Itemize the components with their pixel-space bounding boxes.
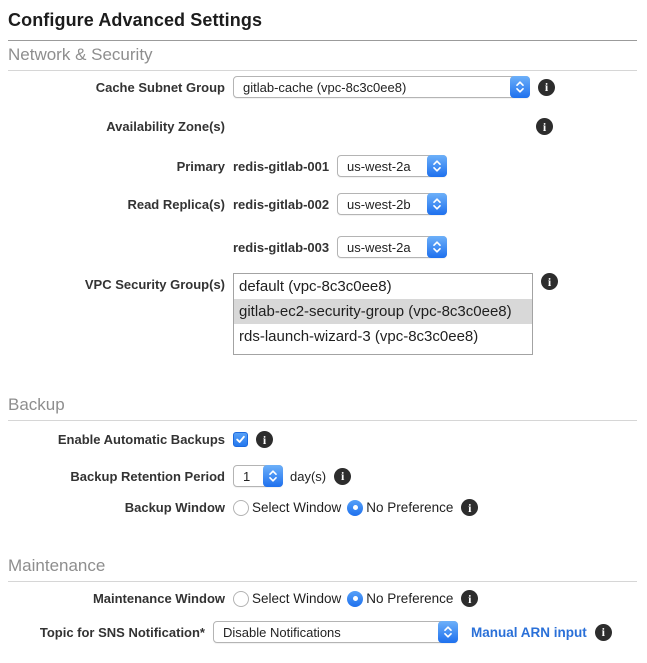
replica-node-name: redis-gitlab-002 — [233, 196, 330, 212]
backup-window-row — [8, 499, 637, 516]
cache-subnet-group-value: gitlab-cache (vpc-8c3c0ee8) — [243, 79, 407, 95]
listbox-option-selected[interactable]: gitlab-ec2-security-group (vpc-8c3c0ee8) — [234, 299, 532, 324]
backup-retention-period-select[interactable] — [233, 465, 283, 487]
info-icon[interactable] — [256, 431, 273, 448]
select-stepper-icon — [427, 236, 447, 258]
radio-option-label: No Preference — [366, 500, 454, 515]
primary-node-name: redis-gitlab-001 — [233, 158, 330, 174]
info-icon[interactable] — [334, 468, 351, 485]
sns-topic-select[interactable] — [213, 621, 458, 643]
availability-zones-label: Availability Zone(s) — [106, 119, 225, 134]
select-stepper-icon — [427, 155, 447, 177]
radio-selected-icon[interactable] — [347, 500, 363, 516]
backup-retention-period-value: 1 — [243, 468, 251, 484]
replica-zone-value: us-west-2a — [347, 239, 411, 255]
maintenance-window-label: Maintenance Window — [92, 591, 225, 606]
sns-topic-label: Topic for SNS Notification* — [39, 624, 205, 640]
primary-zone-select[interactable] — [337, 155, 447, 177]
primary-node-row — [8, 155, 637, 177]
read-replica-row-1 — [8, 193, 637, 215]
retention-unit-label: day(s) — [290, 468, 327, 484]
replica-zone-value: us-west-2b — [347, 196, 411, 212]
sns-topic-row — [8, 621, 637, 643]
maintenance-window-no-preference-option[interactable] — [347, 591, 453, 607]
radio-selected-icon[interactable] — [347, 591, 363, 607]
replica-zone-select[interactable] — [337, 193, 447, 215]
vpc-security-groups-listbox[interactable] — [233, 273, 533, 355]
select-stepper-icon — [427, 193, 447, 215]
enable-automatic-backups-row — [8, 431, 637, 448]
select-stepper-icon — [438, 621, 458, 643]
enable-automatic-backups-checkbox[interactable] — [233, 432, 248, 447]
radio-option-label: No Preference — [366, 591, 454, 606]
backup-window-label: Backup Window — [124, 500, 225, 515]
manual-arn-input-link[interactable]: Manual ARN input — [471, 624, 587, 640]
check-icon — [235, 434, 246, 445]
maintenance-window-row — [8, 590, 637, 607]
primary-label: Primary — [176, 158, 225, 174]
backup-window-no-preference-option[interactable] — [347, 500, 453, 516]
backup-retention-period-row — [8, 465, 637, 487]
enable-automatic-backups-label: Enable Automatic Backups — [57, 432, 225, 447]
info-icon[interactable] — [538, 79, 555, 96]
vpc-security-groups-label: VPC Security Group(s) — [84, 277, 225, 292]
info-icon[interactable] — [595, 624, 612, 641]
radio-option-label: Select Window — [252, 591, 342, 606]
page-title: Configure Advanced Settings — [8, 10, 263, 30]
cache-subnet-group-select[interactable] — [233, 76, 530, 98]
section-heading-maintenance: Maintenance — [8, 556, 637, 582]
info-icon[interactable] — [461, 499, 478, 516]
backup-retention-period-label: Backup Retention Period — [70, 468, 225, 484]
maintenance-window-select-window-option[interactable] — [233, 591, 341, 607]
read-replicas-label: Read Replica(s) — [127, 196, 225, 212]
info-icon[interactable] — [461, 590, 478, 607]
radio-unselected-icon[interactable] — [233, 500, 249, 516]
maintenance-window-radio-group — [233, 591, 453, 607]
read-replica-row-2 — [8, 236, 637, 258]
primary-zone-value: us-west-2a — [347, 158, 411, 174]
replica-zone-select[interactable] — [337, 236, 447, 258]
radio-option-label: Select Window — [252, 500, 342, 515]
backup-window-radio-group — [233, 500, 453, 516]
sns-topic-value: Disable Notifications — [223, 624, 341, 640]
section-heading-network-security: Network & Security — [8, 45, 637, 71]
info-icon[interactable] — [536, 118, 553, 135]
cache-subnet-group-row — [8, 76, 637, 98]
radio-unselected-icon[interactable] — [233, 591, 249, 607]
section-heading-backup: Backup — [8, 395, 637, 421]
backup-window-select-window-option[interactable] — [233, 500, 341, 516]
select-stepper-icon — [263, 465, 283, 487]
listbox-option[interactable]: default (vpc-8c3c0ee8) — [239, 278, 392, 295]
vpc-security-groups-row — [8, 273, 637, 355]
replica-node-name: redis-gitlab-003 — [233, 239, 330, 255]
listbox-option[interactable]: rds-launch-wizard-3 (vpc-8c3c0ee8) — [239, 328, 479, 345]
info-icon[interactable] — [541, 273, 558, 290]
title-divider — [8, 40, 637, 41]
select-stepper-icon — [510, 76, 530, 98]
availability-zones-row — [8, 118, 637, 135]
cache-subnet-group-label: Cache Subnet Group — [95, 79, 225, 95]
